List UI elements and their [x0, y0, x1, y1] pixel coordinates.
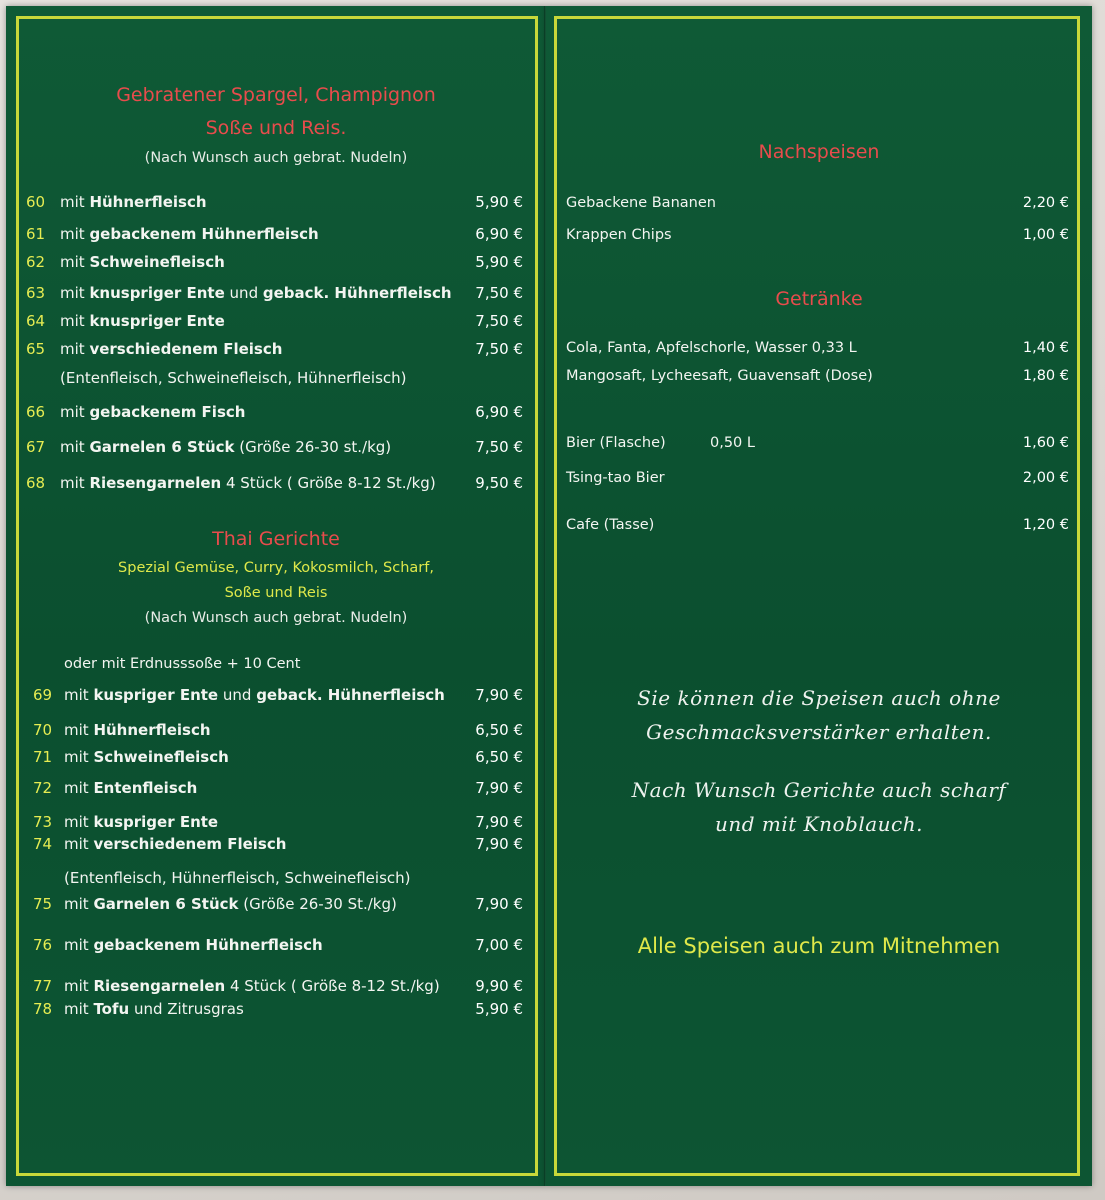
item-number: 62 — [26, 253, 46, 271]
item-text-pre: mit — [60, 253, 90, 271]
item-description — [60, 474, 436, 492]
item-text-bold: kuspriger Ente — [93, 813, 219, 831]
menu-right-panel — [546, 6, 1092, 1186]
item-text-bold: Riesengarnelen — [89, 474, 222, 492]
item-number: 60 — [26, 193, 46, 211]
drinks-title: Getränke — [775, 288, 863, 310]
note-spicy-line2: und mit Knoblauch. — [715, 812, 923, 836]
item-number: 69 — [33, 686, 53, 704]
item-number: 75 — [33, 895, 53, 913]
note-no-msg-line2: Geschmacksverstärker erhalten. — [646, 720, 992, 744]
item-price: 2,00 € — [1022, 470, 1069, 486]
item-text-pre: mit — [64, 721, 94, 739]
item-number: 66 — [26, 403, 46, 421]
item-price: 1,60 € — [1022, 435, 1069, 451]
item-text-pre: mit — [64, 835, 94, 853]
item-text-bold2: geback. Hühnerfleisch — [262, 284, 452, 302]
thai-title: Thai Gerichte — [212, 528, 340, 550]
item-number: 76 — [33, 936, 53, 954]
item-price: 7,90 € — [475, 686, 523, 704]
item-65-detail: (Entenfleisch, Schweinefleisch, Hühnerfleisch) — [60, 369, 407, 387]
item-description — [60, 438, 391, 456]
item-price: 7,50 € — [475, 284, 523, 302]
note-spicy-line1: Nach Wunsch Gerichte auch scharf — [631, 778, 1007, 802]
item-text-pre: mit — [60, 312, 90, 330]
item-text-pre: mit — [64, 813, 94, 831]
item-text-bold: verschiedenem Fleisch — [89, 340, 283, 358]
item-price: 6,50 € — [475, 721, 523, 739]
menu-left-panel — [6, 6, 546, 1186]
item-price: 7,50 € — [475, 340, 523, 358]
item-text-bold: gebackenem Fisch — [89, 403, 246, 421]
item-price: 2,20 € — [1022, 195, 1069, 211]
item-text-pre: mit — [60, 193, 90, 211]
item-name: Cafe (Tasse) — [566, 517, 655, 533]
item-description — [60, 225, 319, 243]
item-price: 7,50 € — [475, 438, 523, 456]
item-price: 7,90 € — [475, 895, 523, 913]
item-text-bold: Hühnerfleisch — [93, 721, 211, 739]
item-text-bold: knuspriger Ente — [89, 312, 225, 330]
item-number: 64 — [26, 312, 46, 330]
item-text-pre: mit — [60, 438, 90, 456]
item-price: 6,90 € — [475, 225, 523, 243]
item-price: 1,00 € — [1022, 227, 1069, 243]
item-number: 67 — [26, 438, 46, 456]
item-text-bold: knuspriger Ente — [89, 284, 225, 302]
item-price: 1,20 € — [1022, 517, 1069, 533]
item-description — [64, 977, 440, 995]
item-price: 7,00 € — [475, 936, 523, 954]
item-text-post: (Größe 26-30 St./kg) — [238, 895, 397, 913]
item-description — [60, 312, 225, 330]
item-price: 7,50 € — [475, 312, 523, 330]
item-text-bold: Schweinefleisch — [93, 748, 229, 766]
item-text-mid: und — [224, 284, 263, 302]
item-price: 1,80 € — [1022, 368, 1069, 384]
item-name: Gebackene Bananen — [566, 195, 716, 211]
item-description — [60, 340, 282, 358]
item-name: Cola, Fanta, Apfelschorle, Wasser 0,33 L — [566, 340, 857, 356]
item-name: Krappen Chips — [566, 227, 672, 243]
panel-border — [554, 16, 1080, 1176]
item-number: 65 — [26, 340, 46, 358]
item-text-bold: verschiedenem Fleisch — [93, 835, 287, 853]
thai-subtitle-line1: Spezial Gemüse, Curry, Kokosmilch, Scharf, — [118, 560, 434, 576]
thai-subtitle-line2: Soße und Reis — [224, 585, 328, 601]
item-text-bold: Hühnerfleisch — [89, 193, 207, 211]
item-number: 63 — [26, 284, 46, 302]
item-price: 5,90 € — [475, 1000, 523, 1018]
item-text-bold2: geback. Hühnerfleisch — [256, 686, 445, 704]
item-text-post: 4 Stück ( Größe 8-12 St./kg) — [221, 474, 436, 492]
item-number: 61 — [26, 225, 46, 243]
item-text-pre: mit — [64, 748, 94, 766]
peanut-sauce-option: oder mit Erdnusssoße + 10 Cent — [64, 656, 301, 672]
item-name: Tsing-tao Bier — [566, 470, 665, 486]
item-description — [64, 835, 286, 853]
item-price: 7,90 € — [475, 813, 523, 831]
item-text-pre: mit — [60, 284, 90, 302]
item-description — [64, 895, 397, 913]
item-text-post: (Größe 26-30 st./kg) — [234, 438, 392, 456]
item-text-bold: Entenfleisch — [93, 779, 198, 797]
item-text-bold: Riesengarnelen — [93, 977, 226, 995]
item-price: 6,50 € — [475, 748, 523, 766]
item-text-bold: gebackenem Hühnerfleisch — [93, 936, 323, 954]
item-text-bold: Garnelen 6 Stück — [93, 895, 239, 913]
item-description — [60, 253, 225, 271]
item-price: 9,90 € — [475, 977, 523, 995]
item-description — [64, 748, 229, 766]
item-number: 78 — [33, 1000, 53, 1018]
item-name: Mangosaft, Lycheesaft, Guavensaft (Dose) — [566, 368, 873, 384]
item-number: 71 — [33, 748, 53, 766]
item-number: 73 — [33, 813, 53, 831]
item-number: 68 — [26, 474, 46, 492]
item-74-detail: (Entenfleisch, Hühnerfleisch, Schweinefleisch) — [64, 869, 411, 887]
item-text-pre: mit — [64, 686, 94, 704]
item-price: 5,90 € — [475, 193, 523, 211]
item-text-bold: kuspriger Ente — [93, 686, 219, 704]
section-note: (Nach Wunsch auch gebrat. Nudeln) — [144, 150, 408, 166]
item-description — [64, 1000, 244, 1018]
item-description — [64, 779, 197, 797]
item-text-pre: mit — [64, 895, 94, 913]
item-number: 70 — [33, 721, 53, 739]
item-description — [60, 193, 207, 211]
item-text-bold: Schweinefleisch — [89, 253, 225, 271]
item-text-bold: gebackenem Hühnerfleisch — [89, 225, 319, 243]
dessert-title: Nachspeisen — [758, 141, 880, 163]
item-number: 77 — [33, 977, 53, 995]
item-description — [60, 284, 452, 302]
item-number: 74 — [33, 835, 53, 853]
item-text-post: und Zitrusgras — [129, 1000, 244, 1018]
item-description — [64, 686, 445, 704]
item-text-mid: und — [218, 686, 257, 704]
item-description — [60, 403, 245, 421]
item-price: 5,90 € — [475, 253, 523, 271]
section-title-line2: Soße und Reis. — [205, 117, 347, 139]
item-description — [64, 813, 218, 831]
item-description — [64, 936, 323, 954]
item-text-pre: mit — [60, 403, 90, 421]
item-price: 1,40 € — [1022, 340, 1069, 356]
thai-note: (Nach Wunsch auch gebrat. Nudeln) — [144, 610, 408, 626]
note-no-msg-line1: Sie können die Speisen auch ohne — [637, 686, 1001, 710]
item-size: 0,50 L — [710, 435, 755, 451]
item-text-bold: Tofu — [93, 1000, 130, 1018]
item-price: 7,90 € — [475, 835, 523, 853]
item-price: 6,90 € — [475, 403, 523, 421]
item-text-pre: mit — [64, 977, 94, 995]
takeaway-note: Alle Speisen auch zum Mitnehmen — [637, 934, 1001, 958]
section-title-line1: Gebratener Spargel, Champignon — [116, 84, 436, 106]
item-name: Bier (Flasche) — [566, 435, 666, 451]
item-number: 72 — [33, 779, 53, 797]
item-price: 9,50 € — [475, 474, 523, 492]
item-text-pre: mit — [64, 1000, 94, 1018]
item-price: 7,90 € — [475, 779, 523, 797]
item-text-bold: Garnelen 6 Stück — [89, 438, 235, 456]
item-text-pre: mit — [60, 225, 90, 243]
item-text-post: 4 Stück ( Größe 8-12 St./kg) — [225, 977, 440, 995]
item-text-pre: mit — [64, 779, 94, 797]
item-text-pre: mit — [60, 474, 90, 492]
item-text-pre: mit — [64, 936, 94, 954]
item-description — [64, 721, 211, 739]
item-text-pre: mit — [60, 340, 90, 358]
